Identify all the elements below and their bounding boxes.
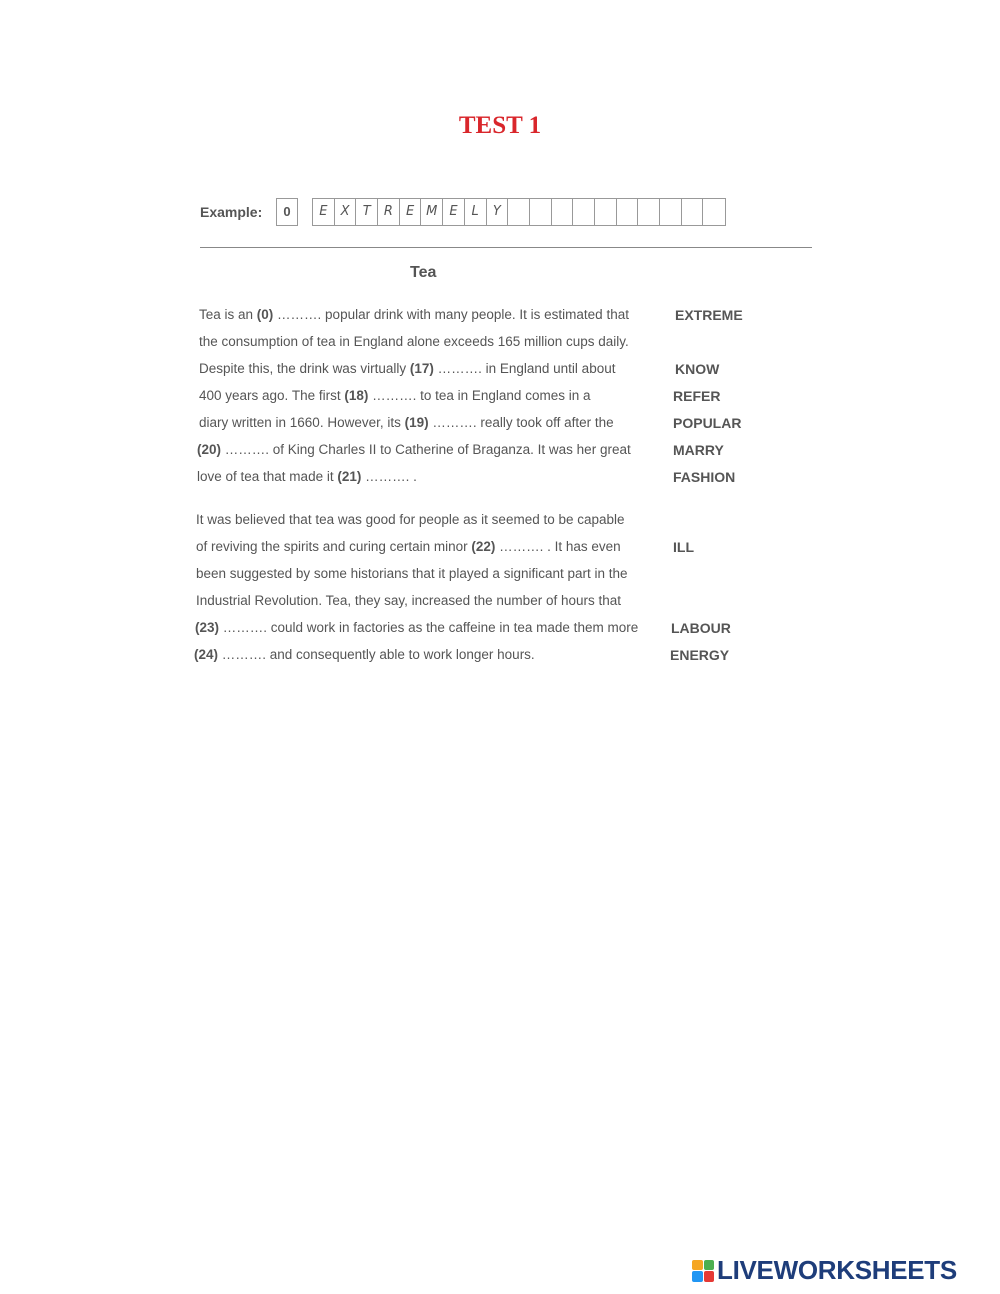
example-label: Example:	[200, 204, 263, 220]
logo-icon-square	[692, 1260, 703, 1271]
line-text-after: ………. of King Charles II to Catherine of Braganza. It was her great	[221, 442, 631, 457]
passage-line	[0, 647, 1000, 667]
line-text-after: ………. in England until about	[433, 361, 616, 376]
line-text-after: ………. could work in factories as the caffeine in tea made them more	[219, 620, 639, 635]
passage-line	[0, 539, 1000, 559]
gap-number: (18)	[344, 388, 369, 403]
gap-number: (17)	[409, 361, 434, 376]
example-number-box: 0	[276, 198, 298, 226]
example-row	[200, 198, 726, 226]
example-letter-cell	[682, 199, 704, 225]
passage-line-text	[194, 647, 535, 662]
divider	[200, 247, 812, 248]
example-letter-cell: L	[465, 199, 487, 225]
example-letter-cell	[573, 199, 595, 225]
gap-number: (22)	[471, 539, 496, 554]
line-text-after: ………. popular drink with many people. It is estimated that	[273, 307, 629, 322]
logo-icon-square	[704, 1271, 715, 1282]
line-text-before: Despite this, the drink was virtually	[199, 361, 410, 376]
stem-word: POPULAR	[673, 415, 742, 431]
stem-word: REFER	[673, 388, 721, 404]
passage-line	[0, 566, 1000, 586]
passage-line	[0, 593, 1000, 613]
example-letter-cell: X	[335, 199, 357, 225]
line-text-before: diary written in 1660. However, its	[199, 415, 405, 430]
passage-line	[0, 620, 1000, 640]
stem-word: EXTREME	[675, 307, 743, 323]
line-text-before: the consumption of tea in England alone exceeds 165 million cups daily.	[199, 334, 629, 349]
passage-line-text	[199, 334, 629, 349]
line-text-after: ………. really took off after the	[428, 415, 614, 430]
logo-icon-square	[692, 1271, 703, 1282]
passage-line-text	[196, 539, 621, 554]
example-letter-cell: M	[421, 199, 443, 225]
gap-number: (19)	[404, 415, 429, 430]
passage-line	[0, 388, 1000, 408]
example-letter-cell: T	[356, 199, 378, 225]
passage-line	[0, 307, 1000, 327]
gap-number: (21)	[337, 469, 362, 484]
page-title: TEST 1	[458, 112, 542, 139]
stem-word: FASHION	[673, 469, 736, 485]
example-letter-cell	[552, 199, 574, 225]
liveworksheets-logo-icon	[692, 1260, 714, 1282]
passage-line	[0, 512, 1000, 532]
example-letter-cell	[530, 199, 552, 225]
stem-word: MARRY	[673, 442, 724, 458]
line-text-after: ………. to tea in England comes in a	[368, 388, 591, 403]
example-letter-cell: Y	[487, 199, 509, 225]
stem-word: LABOUR	[671, 620, 731, 636]
gap-number: (24)	[194, 647, 219, 662]
passage-line-text	[199, 361, 615, 376]
passage-line-text	[199, 307, 629, 322]
passage-line-text	[196, 593, 621, 608]
stem-word: KNOW	[675, 361, 720, 377]
example-letter-cell: E	[400, 199, 422, 225]
example-letter-cell	[703, 199, 725, 225]
passage-line	[0, 334, 1000, 354]
stem-word: ENERGY	[670, 647, 730, 663]
example-letter-cell	[595, 199, 617, 225]
line-text-after: ………. . It has even	[495, 539, 621, 554]
example-letter-cell: R	[378, 199, 400, 225]
passage-line-text	[199, 388, 590, 403]
gap-number: (0)	[256, 307, 274, 322]
line-text-before: Tea is an	[199, 307, 257, 322]
example-letter-cell: E	[313, 199, 335, 225]
line-text-before: It was believed that tea was good for people as it seemed to be capable	[196, 512, 625, 527]
liveworksheets-logo	[692, 1255, 957, 1286]
passage-line-text	[197, 442, 631, 457]
gap-number: (23)	[195, 620, 220, 635]
passage-line-text	[196, 512, 625, 527]
passage-line	[0, 361, 1000, 381]
line-text-after: ………. .	[361, 469, 417, 484]
passage-line-text	[195, 620, 638, 635]
passage-title: Tea	[410, 264, 437, 281]
line-text-before: been suggested by some historians that it played a significant part in the	[196, 566, 628, 581]
line-text-before: 400 years ago. The first	[199, 388, 345, 403]
passage-line-text	[199, 415, 614, 430]
line-text-after: ………. and consequently able to work longer hours.	[218, 647, 535, 662]
gap-number: (20)	[197, 442, 222, 457]
line-text-before: of reviving the spirits and curing certain minor	[196, 539, 472, 554]
passage-line	[0, 415, 1000, 435]
logo-text: LIVEWORKSHEETS	[717, 1255, 957, 1285]
passage-line-text	[197, 469, 417, 484]
example-letter-cell	[638, 199, 660, 225]
line-text-before: Industrial Revolution. Tea, they say, increased the number of hours that	[196, 593, 621, 608]
logo-icon-square	[704, 1260, 715, 1271]
passage-line	[0, 442, 1000, 462]
line-text-before: love of tea that made it	[197, 469, 338, 484]
stem-word: ILL	[673, 539, 694, 555]
example-letter-grid	[312, 198, 726, 226]
example-letter-cell	[617, 199, 639, 225]
example-letter-cell	[660, 199, 682, 225]
passage-line	[0, 469, 1000, 489]
example-letter-cell: E	[443, 199, 465, 225]
passage-line-text	[196, 566, 628, 581]
example-letter-cell	[508, 199, 530, 225]
